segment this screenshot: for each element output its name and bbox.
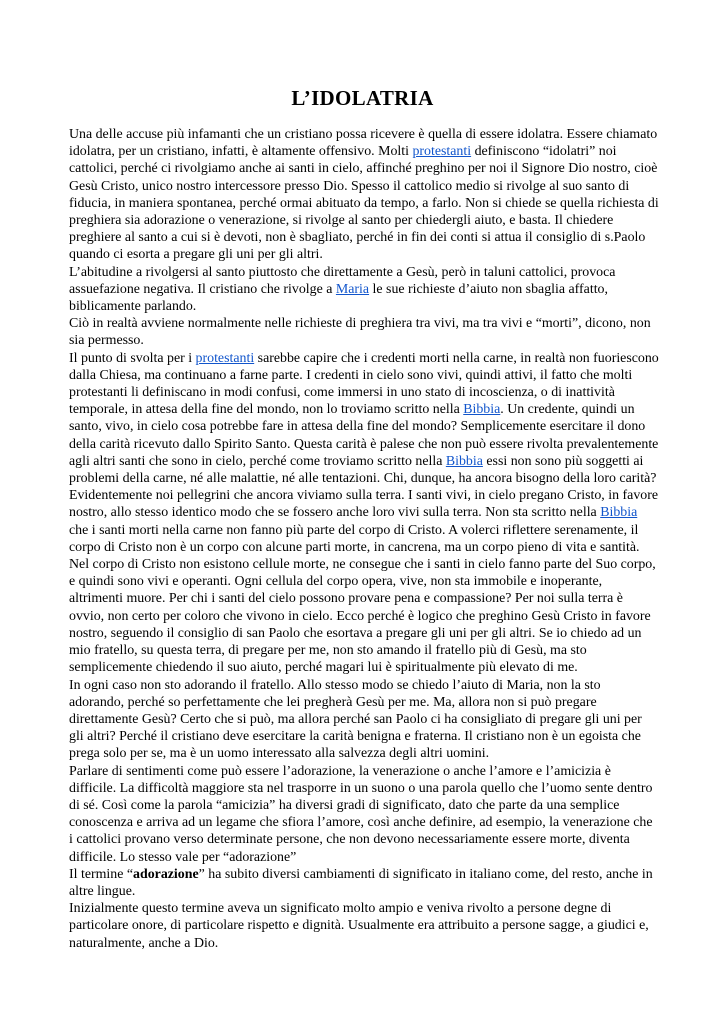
paragraph-text: essi non sono più soggetti ai problemi della carne, né alle malattie, né alle tentazioni. Chi, dunque, ha ancora bisogno della loro carità? Evidentemente noi pellegrini che ancora viviamo sulla terra. I santi vivi, in cielo pregano Cristo, in favore nostro, allo stesso identico modo che se fossero anche loro vivi sulla terra. Non sta scritto nella [69,453,659,521]
paragraph-text: . Un credente, quindi un santo, vivo, in cielo cosa potrebbe fare in attesa della fine del mondo? Semplicemente esercitare il dono della carità ricevuto dallo Spirito Santo. Questa carità è palese che non può essere rivolta prevalentemente agli altri santi che sono in cielo, perché come troviamo scritto nella [69,402,659,469]
paragraph [69,677,659,763]
paragraph-text: Il punto di svolta per i [69,350,196,366]
paragraph-text: le sue richieste d’aiuto non sbaglia affatto, biblicamente parlando. [69,281,608,315]
paragraph-text: che i santi morti nella carne non fanno più parte del corpo di Cristo. A volerci riflettere serenamente, il corpo di Cristo non è un corpo con alcune parti morte, in cancrena, ma un corpo pieno di vita e santità. Nel corpo di Cristo non esistono cellule morte, ne consegue che i santi in cielo fanno parte del Suo corpo, e quindi sono vivi e operanti. Ogni cellula del corpo opera, vive, non sta immobile e inoperante, altrimenti muore. Per chi i santi del cielo possono provare pena e compassione? Per noi sulla terra è ovvio, non certo per coloro che vivono in cielo. Ecco perché è logico che preghino Gesù Cristo in favore nostro, seguendo il consiglio di san Paolo che esortava a pregare gli uni per gli altri. Se io chiedo ad un mio fratello, su questa terra, di pregare per me, non sto amando il fratello più di Gesù, ma sto semplicemente chiedendo il suo aiuto, perché magari lui è spiritualmente più elevato di me. [69,522,656,676]
link-maria[interactable]: Maria [335,281,370,297]
document-title: L’IDOLATRIA [291,86,434,110]
link-protestanti[interactable]: protestanti [195,350,255,366]
paragraph-text: Il termine “ [69,866,134,882]
paragraph [69,264,659,316]
paragraph-text: Una delle accuse più infamanti che un cristiano possa ricevere è quella di essere idolatra. Essere chiamato idolatra, per un cristiano, infatti, è altamente offensivo. Molti [69,127,658,160]
paragraph-text: Inizialmente questo termine aveva un significato molto ampio e veniva rivolto a persone degne di particolare onore, di particolare rispetto e dignità. Usualmente era attribuito a persone sagge, a giudici e, naturalmente, anche a Dio. [69,901,649,951]
paragraph [69,763,659,866]
link-protestanti[interactable]: protestanti [412,144,472,160]
paragraph-text: L’abitudine a rivolgersi al santo piuttosto che direttamente a Gesù, però in taluni cattolici, provoca assuefazione negativa. Il cristiano che rivolge a [69,264,616,297]
link-bibbia[interactable]: Bibbia [463,402,501,418]
paragraph [69,866,659,900]
paragraph-text: Ciò in realtà avviene normalmente nelle richieste di preghiera tra vivi, ma tra vivi e “morti”, dicono, non sia permesso. [69,316,651,349]
link-bibbia[interactable]: Bibbia [445,453,483,469]
paragraph [69,315,659,349]
bold-term: adorazione [133,866,199,882]
paragraph [69,126,659,264]
paragraph [69,900,659,952]
link-bibbia[interactable]: Bibbia [600,505,638,521]
paragraph-text: sarebbe capire che i credenti morti nella carne, in realtà non fuoriescono dalla Chiesa, ma continuano a farne parte. I credenti in cielo sono vivi, quindi attivi, il fatto che molti protestanti li definiscano in modi confusi, come immersi in uno stato di incoscienza, o di inattività temporale, in attesa della fine del mondo, non lo troviamo scritto nella [69,350,659,418]
paragraph [69,350,659,677]
paragraph-text: definiscono “idolatri” noi cattolici, perché ci rivolgiamo anche ai santi in cielo, affinché preghino per noi il Signore Dio nostro, cioè Gesù Cristo, unico nostro intercessore presso Dio. Spesso il cattolico medio si rivolge al suo santo di fiducia, in maniera spontanea, perché ormai abituato da tempo, a farlo. Non si chiede se quella richiesta di preghiera sia adorazione o venerazione, si rivolge al santo per chiedergli aiuto, e basta. Il chiedere preghiere al santo a cui si è devoti, non è sbagliato, perché in fin dei conti si attua il consiglio di s.Paolo quando ci esorta a pregare gli uni per gli altri. [69,144,659,263]
paragraph-text: In ogni caso non sto adorando il fratello. Allo stesso modo se chiedo l’aiuto di Maria, non la sto adorando, perché so perfettamente che lei pregherà Gesù per me. Ma, allora non si può pregare direttamente Gesù? Certo che si può, ma allora perché san Paolo ci ha consigliato di pregare gli uni per gli altri? Perché il cristiano deve esercitare la carità benigna e fraterna. Il cristiano non è un egoista che prega solo per se, ma è un uomo interessato alla salvezza degli altri uomini. [69,677,642,762]
document-body [69,126,659,952]
paragraph-text: Parlare di sentimenti come può essere l’adorazione, la venerazione o anche l’amore e l’amicizia è difficile. La difficoltà maggiore sta nel trasporre in un suono o una parola quello che l’uomo sente dentro di sé. Così come la parola “amicizia” ha diversi gradi di significato, dato che parte da una semplice conoscenza e arriva ad un legame che sfiora l’amore, così anche definire, ad esempio, la venerazione che i cattolici provano verso determinate persone, che non devono necessariamente essere morte, diventa difficile. Lo stesso vale per “adorazione” [69,763,653,865]
paragraph-text: ” ha subito diversi cambiamenti di significato in italiano come, del resto, anche in altre lingue. [69,866,653,899]
